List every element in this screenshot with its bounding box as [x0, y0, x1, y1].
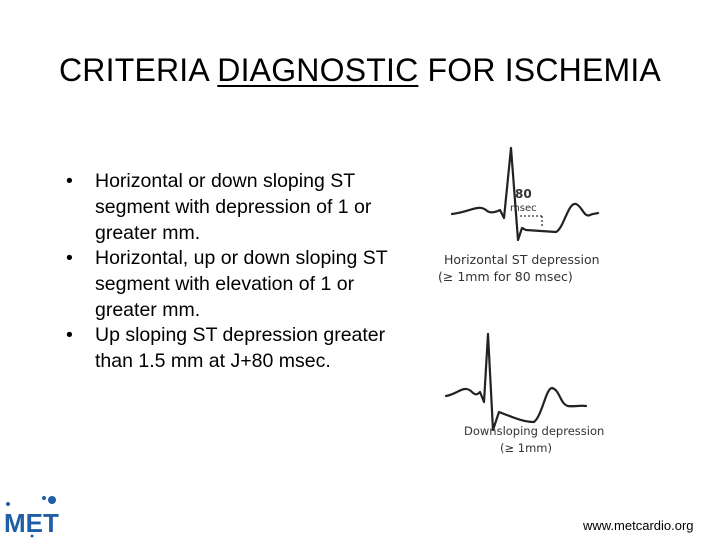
- title-text-end: FOR ISCHEMIA: [418, 52, 662, 88]
- criteria-item: • Horizontal or down sloping ST segment with depression of 1 or greater mm.: [66, 168, 396, 246]
- bottom-caption-line1: Downsloping depression: [464, 424, 605, 438]
- title-text-underlined: DIAGNOSTIC: [217, 52, 419, 88]
- logo-text: MET: [4, 508, 59, 538]
- interval-value: 80: [515, 187, 532, 201]
- slide-title: [0, 52, 720, 89]
- logo-dot: [42, 496, 46, 500]
- criteria-item: • Horizontal, up or down sloping ST segment with elevation of 1 or greater mm.: [66, 245, 396, 323]
- top-caption-line1: Horizontal ST depression: [444, 252, 600, 267]
- criteria-list: [66, 168, 396, 373]
- title-text-start: CRITERIA: [58, 52, 218, 88]
- bottom-caption-line2: (≥ 1mm): [500, 441, 552, 455]
- criteria-item: • Up sloping ST depression greater than 1.5 mm at J+80 msec.: [66, 322, 396, 374]
- ecg-figure: [430, 140, 650, 470]
- met-logo: [2, 494, 60, 540]
- website-url: www.metcardio.org: [583, 518, 694, 533]
- interval-marker: [520, 216, 542, 228]
- logo-dot: [48, 496, 56, 504]
- logo-dot: [6, 502, 10, 506]
- top-caption-line2: (≥ 1mm for 80 msec): [438, 269, 573, 284]
- interval-unit: msec: [510, 203, 537, 214]
- ecg-trace-downsloping: [446, 334, 586, 430]
